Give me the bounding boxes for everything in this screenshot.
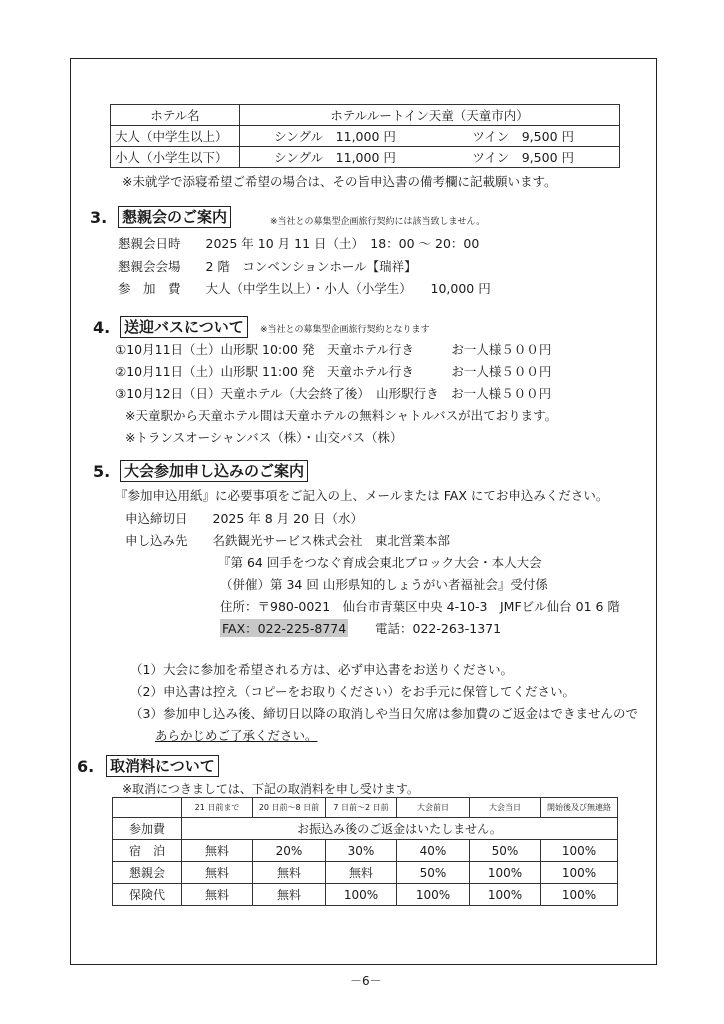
sec6-note: ※取消につきましては、下記の取消料を申し受けます。	[122, 782, 419, 796]
sec5-tel: 電話：022-263-1371	[375, 621, 502, 636]
table-cell: 懇親会	[113, 862, 182, 884]
hotel-note: ※未就学で添寝希望ご希望の場合は、その旨申込書の備考欄に記載願います。	[122, 174, 557, 189]
sec5-event: （併催）第 34 回 山形県知的しょうがい者福祉会』受付係	[220, 577, 548, 592]
sec3-line: 参 加 費 大人（中学生以上）・小人（小学生） 10,000 円	[118, 281, 491, 296]
table-row	[113, 884, 618, 906]
table-cell: 100%	[397, 884, 470, 906]
fee-row-label: 参加費	[113, 818, 182, 840]
table-cell: 100%	[470, 862, 541, 884]
hotel-header-label: ホテル名	[111, 105, 240, 126]
table-cell: 無料	[253, 862, 326, 884]
sec3-number: 3.	[90, 208, 108, 227]
table-cell: 無料	[182, 840, 253, 862]
sec3-title: 懇親会のご案内	[118, 206, 231, 228]
sec5-deadline: 申込締切日 2025 年 8 月 20 日（水）	[125, 511, 364, 526]
table-cell: 20%	[253, 840, 326, 862]
hotel-row-single: シングル 11,000 円	[240, 147, 431, 168]
table-cell: 宿 泊	[113, 840, 182, 862]
sec4-line: ※トランスオーシャンバス（株）・山交バス（株）	[125, 430, 403, 445]
hotel-row-label: 大人（中学生以上）	[111, 126, 240, 147]
sec5-note: （3）参加申し込み後、締切日以降の取消しや当日欠席は参加費のご返金はできませんので	[130, 706, 638, 721]
table-cell: 50%	[470, 840, 541, 862]
sec4-note: ※当社との募集型企画旅行契約となります	[260, 325, 430, 335]
sec5-event: 『第 64 回手をつなぐ育成会東北ブロック大会・本人大会	[218, 555, 542, 570]
sec4-line: ②10月11日（土）山形駅 11:00 発 天童ホテル行き お一人様５００円	[115, 364, 552, 379]
table-row	[113, 840, 618, 862]
fee-header-cell: 大会前日	[397, 798, 470, 818]
fee-header-cell: 大会当日	[470, 798, 541, 818]
sec5-number: 5.	[93, 462, 111, 481]
fee-header-cell	[113, 798, 182, 818]
sec5-note: あらかじめご了承ください。	[155, 728, 318, 743]
fee-header-cell: 20 日前～8 日前	[253, 798, 326, 818]
cancellation-fee-table	[112, 797, 618, 906]
hotel-header-name: ホテルルートイン天童（天童市内）	[240, 105, 620, 126]
sec5-fax: FAX：022-225-8774	[222, 621, 347, 636]
sec4-line: ※天童駅から天童ホテル間は天童ホテルの無料シャトルバスが出ております。	[125, 408, 558, 423]
hotel-row-twin: ツイン 9,500 円	[430, 147, 620, 168]
table-row	[113, 862, 618, 884]
hotel-row-label: 小人（小学生以下）	[111, 147, 240, 168]
sec5-dest: 申し込み先 名鉄観光サービス株式会社 東北営業本部	[125, 533, 451, 548]
sec5-title: 大会参加申し込みのご案内	[120, 460, 308, 482]
sec4-line: ①10月11日（土）山形駅 10:00 発 天童ホテル行き お一人様５００円	[115, 342, 552, 357]
sec6-title: 取消料について	[106, 755, 219, 777]
table-cell: 100%	[541, 840, 618, 862]
sec5-note: （1）大会に参加を希望される方は、必ず申込書をお送りください。	[130, 662, 513, 677]
fee-row-text: お振込み後のご返金はいたしません。	[182, 818, 618, 840]
page-number: －6－	[350, 974, 382, 988]
sec3-line: 懇親会日時 2025 年 10 月 11 日（土） 18：00 ～ 20：00	[118, 236, 480, 251]
table-cell: 無料	[182, 884, 253, 906]
table-cell: 30%	[326, 840, 397, 862]
sec4-number: 4.	[93, 318, 111, 337]
table-cell: 100%	[541, 884, 618, 906]
fee-header-cell: 7 日前～2 日前	[326, 798, 397, 818]
table-cell: 100%	[541, 862, 618, 884]
sec6-number: 6.	[77, 757, 95, 776]
table-cell: 40%	[397, 840, 470, 862]
sec4-title: 送迎バスについて	[120, 316, 248, 338]
table-cell: 無料	[326, 862, 397, 884]
table-cell: 保険代	[113, 884, 182, 906]
sec3-note: ※当社との募集型企画旅行契約には該当致しません。	[270, 217, 486, 227]
hotel-row-twin: ツイン 9,500 円	[430, 126, 620, 147]
hotel-row-single: シングル 11,000 円	[240, 126, 431, 147]
sec5-intro: 『参加申込用紙』に必要事項をご記入の上、メールまたは FAX にてお申込みください。	[115, 488, 609, 503]
sec5-address: 住所：〒980-0021 仙台市青葉区中央 4-10-3 JMFビル仙台 01 6 階	[220, 599, 620, 614]
fee-header-cell: 21 日前まで	[182, 798, 253, 818]
fee-header-cell: 開始後及び無連絡	[541, 798, 618, 818]
sec5-note: （2）申込書は控え（コピーをお取りください）をお手元に保管してください。	[130, 684, 575, 699]
table-cell: 50%	[397, 862, 470, 884]
hotel-table	[110, 104, 620, 168]
table-cell: 100%	[470, 884, 541, 906]
table-cell: 100%	[326, 884, 397, 906]
sec4-line: ③10月12日（日）天童ホテル（大会終了後） 山形駅行き お一人様５００円	[115, 386, 552, 401]
table-cell: 無料	[253, 884, 326, 906]
sec3-line: 懇親会会場 2 階 コンベンションホール【瑞祥】	[118, 259, 417, 274]
table-cell: 無料	[182, 862, 253, 884]
